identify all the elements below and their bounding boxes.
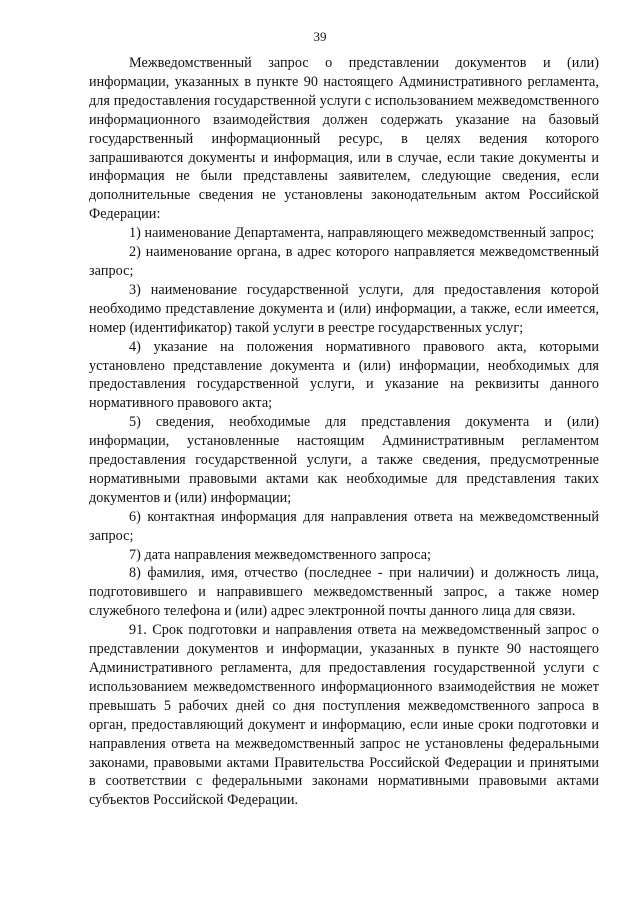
paragraph-item-7: 7) дата направления межведомственного запроса; <box>129 546 432 563</box>
paragraph-item-8: 8) фамилия, имя, отчество (последнее - при наличии) и должность лица, подготовившего и направившего межведомственный запрос, а также номер служебного телефона и (или) адрес электронной почты данного лица для связи. <box>89 565 599 620</box>
paragraph-91: 91. Срок подготовки и направления ответа на межведомственный запрос о представлении документов и информации, указанных в пункте 90 настоящего Административного регламента, для предоставления государственной услуги с использованием межведомственного информационного взаимодействия не может превышать 5 рабочих дней со дня поступления межведомственного запроса в орган, предоставляющий документ и информацию, если иные сроки подготовки и направления ответа на межведомственный запрос не установлены федеральными законами, правовыми актами Правительства Российской Федерации и принятыми в соответствии с федеральными законами нормативными правовыми актами субъектов Российской Федерации. <box>89 622 599 809</box>
paragraph-item-6: 6) контактная информация для направления ответа на межведомственный запрос; <box>89 508 599 544</box>
page-number: 39 <box>313 29 327 44</box>
paragraph-intro: Межведомственный запрос о представлении документов и (или) информации, указанных в пункте 90 настоящего Административного регламента, для предоставления государственной услуги с использованием межведомственного информационного взаимодействия должен содержать указание на базовый государственный информационный ресурс, в целях ведения которого запрашиваются документы и информация, или в случае, если такие документы и информация не были представлены заявителем, следующие сведения, если дополнительные сведения не установлены законодательным актом Российской Федерации: <box>89 55 599 223</box>
paragraph-item-4: 4) указание на положения нормативного правового акта, которыми установлено представление документа и (или) информации, необходимых для предоставления государственной услуги, и указание на реквизиты данного нормативного правового акта; <box>89 338 599 412</box>
paragraph-item-3: 3) наименование государственной услуги, для предоставления которой необходимо представление документа и (или) информации, а также, если имеется, номер (идентификатор) такой услуги в реестре государственных услуг; <box>89 281 599 336</box>
paragraph-item-5: 5) сведения, необходимые для представления документа и (или) информации, установленные настоящим Административным регламентом предоставления государственной услуги, а также сведения, предусмотренные нормативными правовыми актами как необходимые для представления таких документов и (или) информации; <box>89 414 599 506</box>
paragraph-item-1: 1) наименование Департамента, направляющего межведомственный запрос; <box>129 225 595 242</box>
paragraph-item-2: 2) наименование органа, в адрес которого направляется межведомственный запрос; <box>89 244 599 279</box>
body-text <box>89 54 599 810</box>
